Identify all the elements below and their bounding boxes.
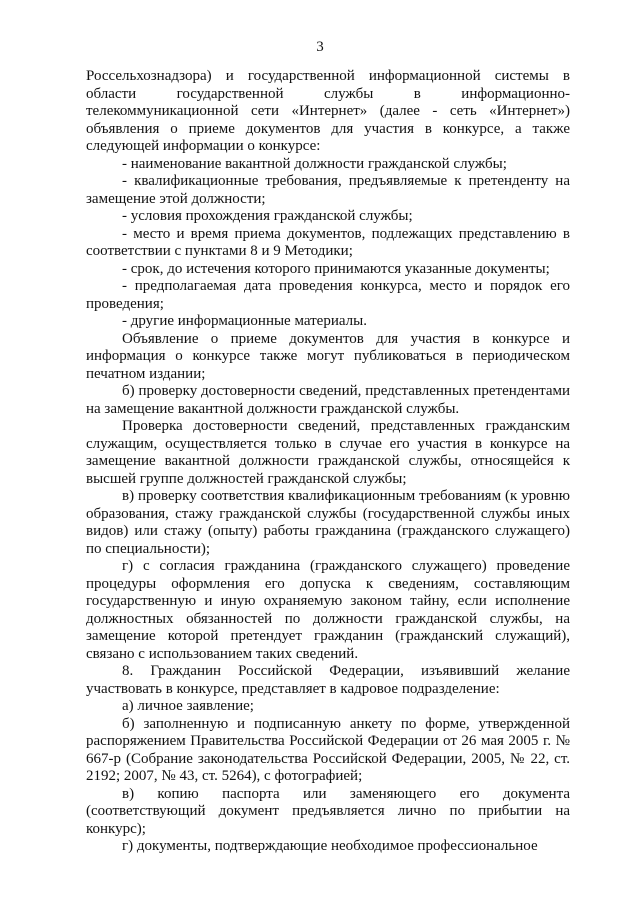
paragraph-item-v-passport: в) копию паспорта или заменяющего его документа (соответствующий документ предъявляется лично по прибытии на конкурс); xyxy=(86,785,570,837)
paragraph-item-b-verification: б) проверку достоверности сведений, представленных претендентами на замещение вакантной должности гражданской службы. xyxy=(86,383,570,417)
list-item-contest-date: - предполагаемая дата проведения конкурса, место и порядок его проведения; xyxy=(86,278,570,312)
paragraph-publication: Объявление о приеме документов для участия в конкурсе и информация о конкурсе также могут публиковаться в периодическом печатном издании; xyxy=(86,330,570,382)
list-item-qualification-requirements: - квалификационные требования, предъявляемые к претенденту на замещение этой должности; xyxy=(86,173,570,207)
paragraph-item-b-questionnaire: б) заполненную и подписанную анкету по форме, утвержденной распоряжением Правительства Российской Федерации от 26 мая 2005 г. № 667-р (Собрание законодательства Российской Федерации, 2005, № 22, ст. 2192; 2007, № 43, ст. 5264), с фотографией; xyxy=(86,715,570,784)
list-item-vacancy-name: - наименование вакантной должности гражданской службы; xyxy=(122,155,507,172)
paragraph-verification-details: Проверка достоверности сведений, представленных гражданским служащим, осуществляется только в случае его участия в конкурсе на замещение вакантной должности гражданской службы, относящейся к высшей группе должностей гражданской службы; xyxy=(86,418,570,487)
paragraph-item-g-documents: г) документы, подтверждающие необходимое профессиональное xyxy=(122,838,538,854)
list-item-other-materials: - другие информационные материалы. xyxy=(122,313,367,329)
document-body xyxy=(86,68,570,856)
paragraph-item-a-application: а) личное заявление; xyxy=(122,698,254,714)
page-number: 3 xyxy=(316,39,324,55)
list-item-document-reception: - место и время приема документов, подлежащих представлению в соответствии с пунктами 8 и 9 Методики; xyxy=(86,225,570,259)
list-item-service-conditions: - условия прохождения гражданской службы; xyxy=(122,208,413,224)
paragraph-item-g-clearance: г) с согласия гражданина (гражданского служащего) проведение процедуры оформления его допуска к сведениям, составляющим государственную и иную охраняемую законом тайну, если исполнение должностных обязанностей по должности гражданской службы, на замещение которой претендует гражданин (гражданский служащий), связано с использованием таких сведений. xyxy=(86,558,570,662)
list-item-deadline: - срок, до истечения которого принимаются указанные документы; xyxy=(122,260,550,277)
paragraph-section-8: 8. Гражданин Российской Федерации, изъявивший желание участвовать в конкурсе, представляет в кадровое подразделение: xyxy=(86,663,570,697)
paragraph-item-v-qualification-check: в) проверку соответствия квалификационным требованиям (к уровню образования, стажу гражданской службы (государственной службы иных видов) или стажу (опыту) работы гражданина (гражданского служащего) по специальности); xyxy=(86,488,570,557)
paragraph-continuation: Россельхознадзора) и государственной информационной системы в области государственной службы в информационно-телекоммуникационной сети «Интернет» (далее - сеть «Интернет») объявления о приеме документов для участия в конкурсе, а также следующей информации о конкурсе: xyxy=(86,68,570,154)
